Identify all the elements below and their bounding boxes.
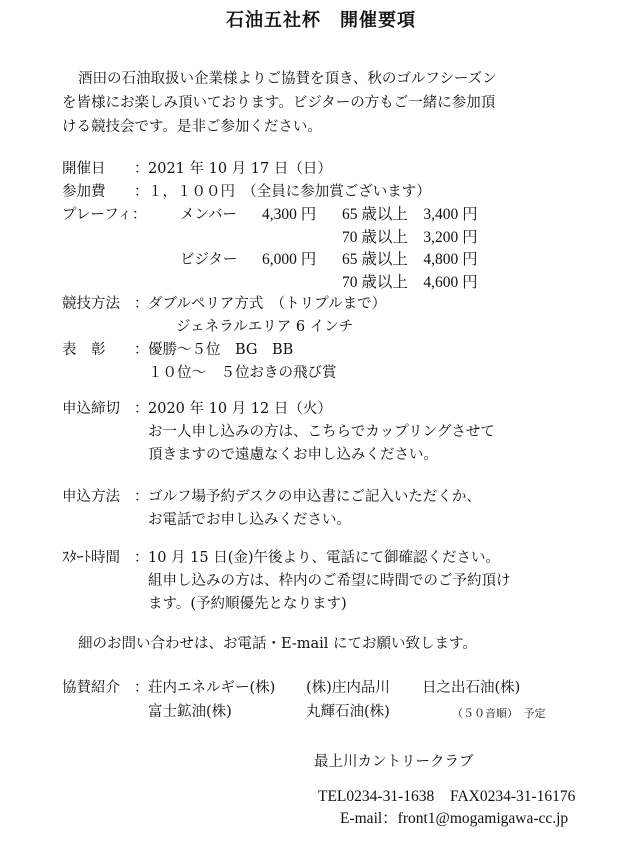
fee-value: １，１００円 （全員に参加賞ございます） — [148, 184, 431, 200]
sponsor-5: 丸輝石油(株) — [306, 704, 390, 720]
sponsor-3: 日之出石油(株) — [422, 680, 521, 696]
fee-label: 参加費 — [62, 184, 106, 200]
sponsor-2: (株)庄内品川 — [306, 680, 390, 696]
format-label: 競技方法 — [62, 296, 120, 312]
intro-line-3: ける競技会です。是非ご参加ください。 — [62, 119, 322, 135]
deadline-line-2: お一人申し込みの方は、こちらでカップリングさせて — [148, 424, 495, 440]
awards-line-1: 優勝～５位 BG BB — [148, 342, 294, 358]
start-line-1: 10 月 15 日(金)午後より、電話にて御確認ください。 — [148, 550, 501, 566]
visitor-label: ビジター — [180, 252, 238, 268]
awards-line-2: １０位～ ５位おきの飛び賞 — [148, 365, 337, 381]
member-price: 4,300 円 — [262, 206, 317, 223]
member-age65: 65 歳以上 3,400 円 — [342, 206, 478, 223]
contact-tel: TEL0234-31-1638 — [318, 788, 435, 805]
start-label: ｽﾀｰﾄ時間 — [62, 550, 120, 566]
contact-fax: FAX0234-31-16176 — [450, 788, 576, 805]
sponsor-1: 荘内エネルギー(株) — [148, 680, 276, 696]
format-line-1: ダブルペリア方式 （トリプルまで） — [148, 296, 387, 312]
visitor-age70: 70 歳以上 4,600 円 — [342, 274, 478, 291]
inquiry-text: 細のお問い合わせは、お電話・E-mail にてお願い致します。 — [78, 636, 477, 652]
deadline-line-1: 2020 年 10 月 12 日（火） — [148, 401, 332, 417]
play-fee-label: プレーフィ： — [62, 207, 147, 223]
apply-line-1: ゴルフ場予約デスクの申込書にご記入いただくか、 — [148, 489, 481, 505]
apply-line-2: お電話でお申し込みください。 — [148, 512, 351, 528]
date-value: 2021 年 10 月 17 日（日） — [148, 161, 332, 177]
sponsors-note: （５０音順） 予定 — [452, 707, 546, 720]
awards-label: 表 彰 — [62, 342, 106, 358]
deadline-line-3: 頂きますので遠慮なくお申し込みください。 — [148, 447, 438, 463]
intro-line-1: 酒田の石油取扱い企業様よりご協賛を頂き、秋のゴルフシーズン — [78, 71, 497, 87]
apply-label: 申込方法 — [62, 489, 120, 505]
start-line-3: ます。(予約順優先となります) — [148, 596, 347, 612]
page-title: 石油五社杯 開催要項 — [226, 10, 416, 31]
visitor-price: 6,000 円 — [262, 251, 317, 268]
deadline-label: 申込締切 — [62, 401, 120, 417]
format-line-2: ジェネラルエリア 6 インチ — [176, 319, 354, 335]
sponsors-label: 協賛紹介 — [62, 680, 120, 696]
start-line-2: 組申し込みの方は、枠内のご希望に時間でのご予約頂け — [148, 573, 511, 589]
member-label: メンバー — [180, 207, 237, 223]
visitor-age65: 65 歳以上 4,800 円 — [342, 251, 478, 268]
date-label: 開催日 — [62, 161, 106, 177]
club-name: 最上川カントリークラブ — [314, 754, 474, 770]
intro-line-2: を皆様にお楽しみ頂いております。ビジターの方もご一緒に参加頂 — [62, 95, 496, 111]
sponsor-4: 富士鉱油(株) — [148, 704, 232, 720]
member-age70: 70 歳以上 3,200 円 — [342, 229, 478, 246]
contact-email: E-mail：front1@mogamigawa-cc.jp — [340, 810, 569, 827]
